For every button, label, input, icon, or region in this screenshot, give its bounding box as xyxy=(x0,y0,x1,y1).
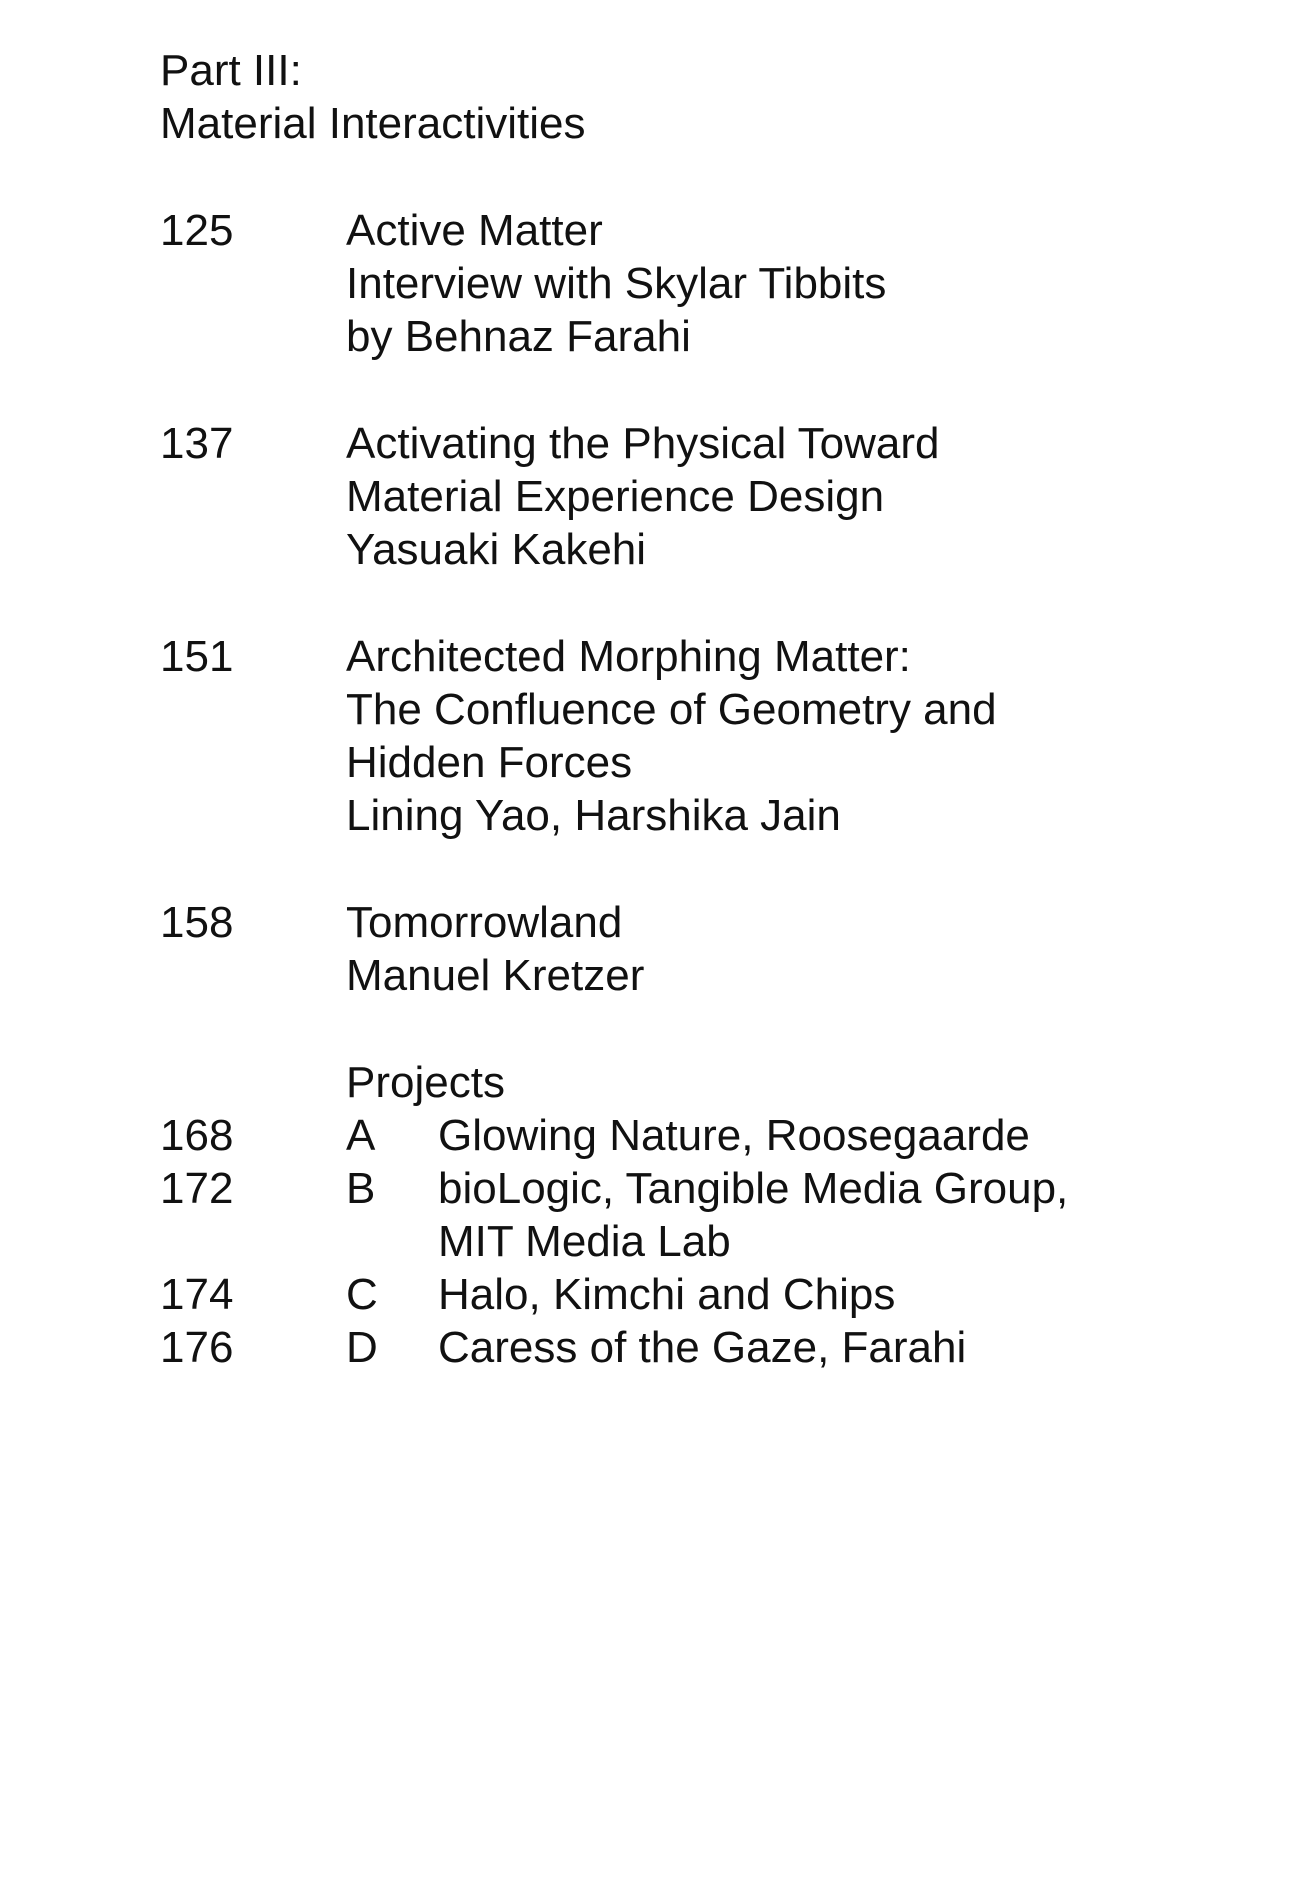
project-title-line: MIT Media Lab xyxy=(438,1217,731,1266)
entry-author: Manuel Kretzer xyxy=(346,951,645,1000)
entry-text xyxy=(346,630,1260,842)
toc-entry xyxy=(160,417,1260,576)
project-item xyxy=(160,1109,1260,1162)
toc-entry xyxy=(160,204,1260,363)
entry-title: Active Matter xyxy=(346,206,603,255)
project-letter: D xyxy=(346,1323,378,1372)
entry-author: Yasuaki Kakehi xyxy=(346,525,647,574)
entry-title-continued: The Confluence of Geometry and xyxy=(346,685,997,734)
table-of-contents xyxy=(160,44,1260,1374)
project-item xyxy=(160,1162,1260,1268)
projects-section xyxy=(160,1056,1260,1374)
entry-title-continued: Material Experience Design xyxy=(346,472,885,521)
entry-title: Architected Morphing Matter: xyxy=(346,632,911,681)
entry-title: Tomorrowland xyxy=(346,898,623,947)
entry-title: Activating the Physical Toward xyxy=(346,419,940,468)
project-title xyxy=(438,1109,1030,1162)
project-item xyxy=(160,1268,1260,1321)
entry-author: Lining Yao, Harshika Jain xyxy=(346,791,841,840)
part-label: Part III: xyxy=(160,46,302,95)
project-title-line: bioLogic, Tangible Media Group, xyxy=(438,1164,1069,1213)
entry-page-number: 125 xyxy=(160,206,234,255)
entry-text xyxy=(346,896,1260,1002)
project-page-number: 172 xyxy=(160,1164,234,1213)
entry-text xyxy=(346,417,1260,576)
project-letter: A xyxy=(346,1111,376,1160)
part-title: Material Interactivities xyxy=(160,99,586,148)
projects-heading: Projects xyxy=(346,1058,505,1107)
entry-text xyxy=(346,204,1260,363)
project-item xyxy=(160,1321,1260,1374)
project-letter: C xyxy=(346,1270,378,1319)
entry-author: by Behnaz Farahi xyxy=(346,312,691,361)
toc-entries xyxy=(160,204,1260,1002)
project-title xyxy=(438,1321,966,1374)
entry-title-continued: Hidden Forces xyxy=(346,738,633,787)
part-heading xyxy=(160,44,1260,150)
project-title xyxy=(438,1162,1068,1268)
project-title xyxy=(438,1268,895,1321)
project-page-number: 176 xyxy=(160,1323,234,1372)
project-title-line: Halo, Kimchi and Chips xyxy=(438,1270,896,1319)
project-title-line: Caress of the Gaze, Farahi xyxy=(438,1323,967,1372)
project-title-line: Glowing Nature, Roosegaarde xyxy=(438,1111,1030,1160)
project-letter: B xyxy=(346,1164,376,1213)
entry-page-number: 151 xyxy=(160,632,234,681)
entry-page-number: 137 xyxy=(160,419,234,468)
entry-subtitle: Interview with Skylar Tibbits xyxy=(346,259,887,308)
toc-entry xyxy=(160,896,1260,1002)
toc-entry xyxy=(160,630,1260,842)
project-page-number: 168 xyxy=(160,1111,234,1160)
project-page-number: 174 xyxy=(160,1270,234,1319)
entry-page-number: 158 xyxy=(160,898,234,947)
